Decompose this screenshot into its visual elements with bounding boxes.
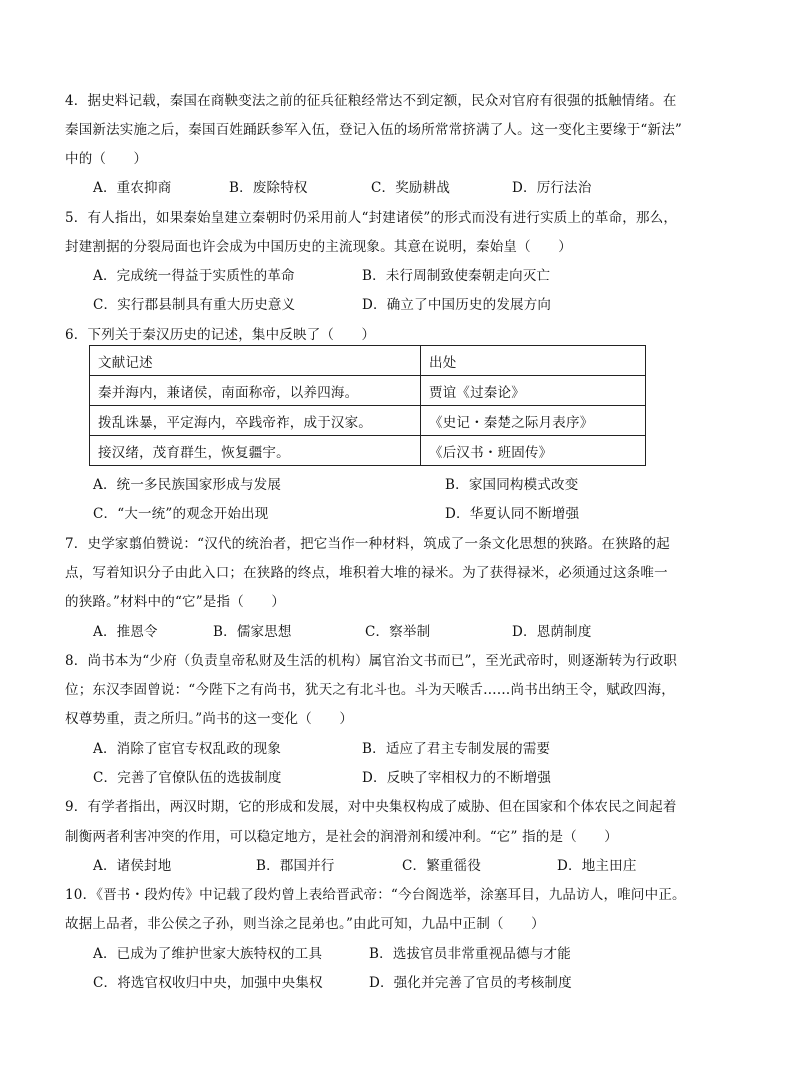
question-5-options-row-2 <box>0 293 794 313</box>
q10-option-c[interactable]: C．将选官权收归中央，加强中央集权 <box>93 975 323 991</box>
q10-option-b[interactable]: B．选拔官员非常重视品德与才能 <box>369 946 571 962</box>
q8-option-d[interactable]: D．反映了宰相权力的不断增强 <box>362 770 552 786</box>
question-9-line-2: 制衡两者利害冲突的作用，可以稳定地方，是社会的润滑剂和缓冲利。“它” 指的是（ ） <box>65 829 618 845</box>
q10-option-d[interactable]: D．强化并完善了官员的考核制度 <box>369 975 572 991</box>
q7-option-b[interactable]: B．儒家思想 <box>213 624 292 640</box>
table-cell-source: 《后汉书・班固传》 <box>421 436 646 466</box>
question-8-line-1: 8．尚书本为“少府（负责皇帝私财及生活的机构）属官治文书而已”，至光武帝时，则逐渐转为行政职 <box>65 653 678 669</box>
q9-option-a[interactable]: A．诸侯封地 <box>93 858 172 874</box>
question-9-line-1: 9．有学者指出，两汉时期，它的形成和发展，对中央集权构成了威胁、但在国家和个体农民之间起着 <box>65 799 677 815</box>
question-7-options <box>0 620 794 640</box>
question-8-options-row-1 <box>0 737 794 757</box>
source-table <box>89 345 646 466</box>
q4-option-c[interactable]: C．奖励耕战 <box>371 180 451 196</box>
question-10-line-1: 10．《晋书・段灼传》中记载了段灼曾上表给晋武帝：“今台阁选举，涂塞耳目，九品访人，唯问中正。 <box>65 887 686 903</box>
question-6-line-1: 6．下列关于秦汉历史的记述，集中反映了（ ） <box>65 327 376 343</box>
question-4-line-2: 秦国新法实施之后，秦国百姓踊跃参军入伍，登记入伍的场所常常挤满了人。这一变化主要缘于“新法” <box>65 122 683 138</box>
question-10-options-row-1 <box>0 942 794 962</box>
question-7-line-3: 的狭路。”材料中的“它”是指（ ） <box>65 594 286 610</box>
table-header-row <box>90 346 646 376</box>
q6-option-a[interactable]: A．统一多民族国家形成与发展 <box>93 477 282 493</box>
q8-option-b[interactable]: B．适应了君主专制发展的需要 <box>362 741 551 757</box>
q9-option-b[interactable]: B．郡国并行 <box>256 858 335 874</box>
q9-option-d[interactable]: D．地主田庄 <box>557 858 637 874</box>
q9-option-c[interactable]: C．繁重徭役 <box>402 858 482 874</box>
table-row <box>90 436 646 466</box>
table-header-cell: 文献记述 <box>90 346 421 376</box>
q5-option-a[interactable]: A．完成统一得益于实质性的革命 <box>93 268 295 284</box>
question-9-options <box>0 854 794 874</box>
q8-option-a[interactable]: A．消除了宦官专权乱政的现象 <box>93 741 282 757</box>
question-6-options-row-1 <box>0 473 794 493</box>
table-cell-record: 接汉绪，茂育群生，恢复疆宇。 <box>90 436 421 466</box>
table-cell-source: 贾谊《过秦论》 <box>421 376 646 406</box>
question-5-options-row-1 <box>0 264 794 284</box>
question-8-line-2: 位；东汉李固曾说：“今陛下之有尚书，犹天之有北斗也。斗为天喉舌……尚书出纳王令，赋政四海， <box>65 682 675 698</box>
question-4-options <box>0 176 794 196</box>
q8-option-c[interactable]: C．完善了官僚队伍的选拔制度 <box>93 770 282 786</box>
q5-option-c[interactable]: C．实行郡县制具有重大历史意义 <box>93 297 296 313</box>
question-4-line-1: 4．据史料记载，秦国在商鞅变法之前的征兵征粮经常达不到定额，民众对官府有很强的抵触情绪。在 <box>65 93 677 109</box>
question-5-line-1: 5．有人指出，如果秦始皇建立秦朝时仍采用前人“封建诸侯”的形式而没有进行实质上的革命，那么， <box>65 210 678 226</box>
question-8-options-row-2 <box>0 766 794 786</box>
q6-option-c[interactable]: C．“大一统”的观念开始出现 <box>93 506 269 522</box>
question-6-options-row-2 <box>0 502 794 522</box>
table-header-cell: 出处 <box>421 346 646 376</box>
q4-option-b[interactable]: B．废除特权 <box>229 180 308 196</box>
table-cell-record: 拨乱诛暴，平定海内，卒践帝祚，成于汉家。 <box>90 406 421 436</box>
table-cell-record: 秦并海内，兼诸侯，南面称帝，以养四海。 <box>90 376 421 406</box>
q4-option-d[interactable]: D．厉行法治 <box>512 180 592 196</box>
q4-option-a[interactable]: A．重农抑商 <box>93 180 172 196</box>
question-7-line-1: 7．史学家翦伯赞说：“汉代的统治者，把它当作一种材料，筑成了一条文化思想的狭路。在狭路的起 <box>65 536 670 552</box>
q5-option-b[interactable]: B．未行周制致使秦朝走向灭亡 <box>362 268 551 284</box>
q6-option-d[interactable]: D．华夏认同不断增强 <box>445 506 580 522</box>
question-10-line-2: 故据上品者，非公侯之子孙，则当涂之昆弟也。”由此可知，九品中正制（ ） <box>65 916 545 932</box>
question-8-line-3: 权尊势重，责之所归。”尚书的这一变化（ ） <box>65 711 354 727</box>
question-10-options-row-2 <box>0 971 794 991</box>
q10-option-a[interactable]: A．已成为了维护世家大族特权的工具 <box>93 946 323 962</box>
question-5-line-2: 封建割据的分裂局面也许会成为中国历史的主流现象。其意在说明，秦始皇（ ） <box>65 239 572 255</box>
question-4-line-3: 中的（ ） <box>65 151 148 167</box>
q6-option-b[interactable]: B．家国同构模式改变 <box>445 477 579 493</box>
q5-option-d[interactable]: D．确立了中国历史的发展方向 <box>362 297 552 313</box>
table-row <box>90 376 646 406</box>
q7-option-d[interactable]: D．恩荫制度 <box>512 624 592 640</box>
table-cell-source: 《史记・秦楚之际月表序》 <box>421 406 646 436</box>
question-7-line-2: 点，写着知识分子由此入口；在狭路的终点，堆积着大堆的禄米。为了获得禄米，必须通过这条唯一 <box>65 565 668 581</box>
table-row <box>90 406 646 436</box>
q7-option-c[interactable]: C．察举制 <box>365 624 431 640</box>
q7-option-a[interactable]: A．推恩令 <box>93 624 158 640</box>
